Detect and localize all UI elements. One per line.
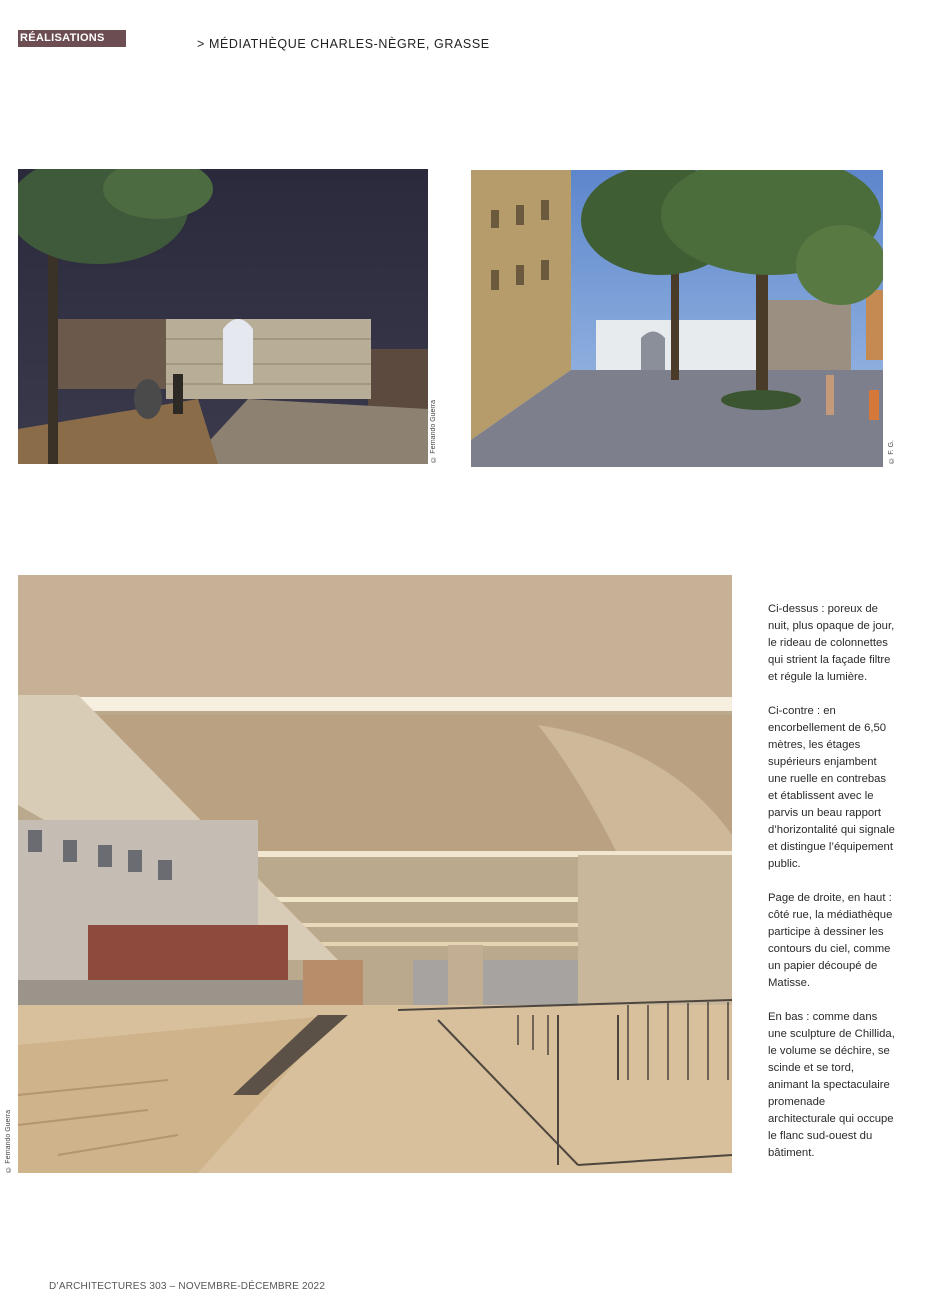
photo-interior-promenade	[18, 575, 732, 1173]
caption-opposite: Ci-contre : en encorbellement de 6,50 mètres, les étages supérieurs enjambent une ruelle en contrebas et établissent avec le parvis un beau rapport d’horizontalité qui signale et distingue l’équipement public.	[768, 705, 895, 870]
caption-above: Ci-dessus : poreux de nuit, plus opaque de jour, le rideau de colonnettes qui strient la façade filtre et régule la lumière.	[768, 603, 895, 683]
photo-credit-night: © Fernando Guerra	[430, 400, 437, 463]
caption-right-top: Page de droite, en haut : côté rue, la médiathèque participe à dessiner les contours du ciel, comme un papier découpé de Matisse.	[768, 892, 893, 989]
photo-credit-day: © F. G.	[888, 440, 895, 464]
footer-publication: D’ARCHITECTURES 303 – NOVEMBRE-DÉCEMBRE 2022	[48, 1281, 326, 1292]
photo-day-square	[471, 170, 883, 467]
photo-night-facade	[18, 169, 428, 464]
article-title: > MÉDIATHÈQUE CHARLES-NÈGRE, GRASSE	[197, 37, 490, 51]
caption-bottom: En bas : comme dans une sculpture de Chillida, le volume se déchire, se scinde et se tord, animant la spectaculaire promenade architecturale qui occupe le flanc sud-ouest du bâtiment.	[768, 1011, 895, 1159]
page-footer	[22, 1281, 325, 1292]
captions-column	[768, 601, 896, 1179]
section-tab: RÉALISATIONS	[18, 30, 126, 47]
photo-credit-interior: © Fernando Guerra	[5, 1110, 12, 1173]
